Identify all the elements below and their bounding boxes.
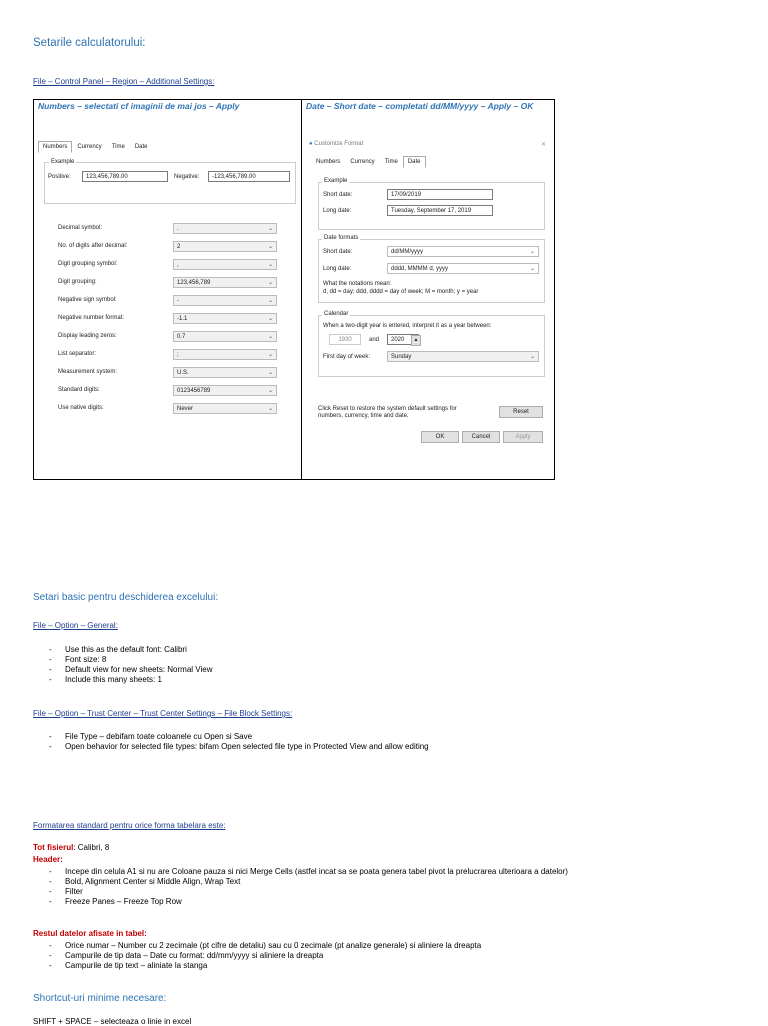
notation-title: What the notations mean: xyxy=(323,281,392,287)
example-group xyxy=(44,162,296,204)
settings-table xyxy=(33,99,555,480)
negative-label: Negative: xyxy=(174,174,200,180)
chevron-down-icon: ⌄ xyxy=(267,370,273,376)
list-item: - Orice numar – Number cu 2 zecimale (pt cifre de detaliu) sau cu 0 zecimale (pt analize generale) si aliniere la dreapta xyxy=(33,941,481,951)
numbers-settings-panel xyxy=(38,138,278,438)
header-rules-list xyxy=(33,867,568,907)
setting-select[interactable] xyxy=(173,331,277,342)
short-date-example: 17/09/2019 xyxy=(387,189,493,200)
dialog-title: ● Customize Format xyxy=(309,141,364,147)
setting-value: , xyxy=(177,262,179,268)
setting-label: Standard digits: xyxy=(58,387,100,393)
and-label: and xyxy=(369,337,380,343)
chevron-down-icon: ⌄ xyxy=(267,406,273,412)
setting-value: -1.1 xyxy=(177,316,188,322)
short-format-label: Short date: xyxy=(323,249,353,255)
setting-select[interactable] xyxy=(173,313,277,324)
setting-label: Digit grouping: xyxy=(58,279,97,285)
cancel-button[interactable]: Cancel xyxy=(462,431,500,443)
setting-label: Negative sign symbol: xyxy=(58,297,117,303)
year-spinner-icon[interactable]: ▲ xyxy=(411,335,421,346)
tab-numbers[interactable]: Numbers xyxy=(38,141,72,153)
setting-value: 2 xyxy=(177,244,181,250)
chevron-down-icon: ⌄ xyxy=(267,280,273,286)
list-item: - Filter xyxy=(33,887,568,897)
first-day-label: First day of week: xyxy=(323,354,371,360)
header-label: Header: xyxy=(33,855,63,864)
first-day-select[interactable]: Sunday ⌄ xyxy=(387,351,539,362)
whole-file-label: Tot fisierul xyxy=(33,843,74,852)
short-date-format-select[interactable]: dd/MM/yyyy ⌄ xyxy=(387,246,539,257)
setting-select[interactable] xyxy=(173,349,277,360)
page-title: Setarile calculatorului: xyxy=(33,37,146,49)
setting-select[interactable] xyxy=(173,295,277,306)
chevron-down-icon: ⌄ xyxy=(267,316,273,322)
shortcut-line: SHIFT + SPACE – selecteaza o linie in excel xyxy=(33,1017,192,1026)
list-item: - Bold, Alignment Center si Middle Align, Wrap Text xyxy=(33,877,568,887)
date-column-header: Date – Short date – completati dd/MM/yyyy – Apply – OK xyxy=(306,101,534,111)
tab-currency[interactable]: Currency xyxy=(350,159,375,165)
setting-value: U.S. xyxy=(177,370,189,376)
setting-select[interactable] xyxy=(173,241,277,252)
long-date-example: Tuesday, September 17, 2019 xyxy=(387,205,493,216)
date-formats-legend: Date formats xyxy=(324,235,359,241)
long-format-label: Long date: xyxy=(323,266,352,272)
setting-value: ; xyxy=(177,352,179,358)
numbers-tabs xyxy=(38,141,153,153)
short-date-label: Short date: xyxy=(323,192,353,198)
shortcuts-title: Shortcut-uri minime necesare: xyxy=(33,993,167,1004)
list-item: - Campurile de tip data – Date cu format: dd/mm/yyyy si aliniere la dreapta xyxy=(33,951,481,961)
chevron-down-icon: ⌄ xyxy=(267,334,273,340)
whole-file-line xyxy=(33,843,109,852)
long-date-format-select[interactable]: dddd, MMMM d, yyyy ⌄ xyxy=(387,263,539,274)
trust-center-link[interactable]: File – Option – Trust Center – Trust Center Settings – File Block Settings: xyxy=(33,709,293,718)
reset-text: Click Reset to restore the system default settings for numbers, currency, time and date. xyxy=(318,406,457,419)
chevron-down-icon: ⌄ xyxy=(267,226,273,232)
general-options-list xyxy=(33,645,212,685)
chevron-down-icon: ⌄ xyxy=(267,262,273,268)
setting-select[interactable] xyxy=(173,385,277,396)
setting-label: Use native digits: xyxy=(58,405,104,411)
close-icon[interactable]: ✕ xyxy=(541,142,547,148)
setting-select[interactable] xyxy=(173,259,277,270)
whole-file-value: : Calibri, 8 xyxy=(73,843,110,852)
ok-button[interactable]: OK xyxy=(421,431,459,443)
setting-value: 0123456789 xyxy=(177,388,211,394)
setting-select[interactable] xyxy=(173,277,277,288)
chevron-down-icon: ⌄ xyxy=(267,388,273,394)
notation-text: d, dd = day; ddd, dddd = day of week; M = month; y = year xyxy=(323,289,479,295)
list-item: - Open behavior for selected file types: bifam Open selected file type in Protected View and allow editing xyxy=(33,742,429,752)
example-legend: Example xyxy=(51,159,75,165)
list-item: - Incepe din celula A1 si nu are Coloane pauza si nici Merge Cells (astfel incat sa se poata genera tabel pivot la prelucrarea ulterioara a datelor) xyxy=(33,867,568,877)
negative-example-field: -123,456,789.00 xyxy=(208,171,290,182)
setting-value: - xyxy=(177,298,179,304)
chevron-down-icon: ⌄ xyxy=(267,298,273,304)
setting-value: 0.7 xyxy=(177,334,186,340)
year-to-field[interactable]: 2020 xyxy=(387,334,419,345)
reset-button[interactable]: Reset xyxy=(499,406,543,418)
chevron-down-icon: ⌄ xyxy=(267,352,273,358)
list-item: - Default view for new sheets: Normal View xyxy=(33,665,212,675)
setting-label: List separator: xyxy=(58,351,97,357)
date-tabs xyxy=(311,156,426,168)
tab-time[interactable]: Time xyxy=(111,144,125,150)
setting-select[interactable] xyxy=(173,403,277,414)
setting-select[interactable] xyxy=(173,367,277,378)
positive-label: Positive: xyxy=(48,174,71,180)
list-item: - File Type – debifam toate coloanele cu Open si Save xyxy=(33,732,429,742)
numbers-column-header: Numbers – selectati cf imaginii de mai jos – Apply xyxy=(38,101,240,111)
rest-label: Restul datelor afisate in tabel: xyxy=(33,929,147,938)
setting-label: Negative number format: xyxy=(58,315,125,321)
setting-select[interactable] xyxy=(173,223,277,234)
setting-label: Decimal symbol: xyxy=(58,225,103,231)
tab-date[interactable]: Date xyxy=(134,144,148,150)
positive-example-field: 123,456,789.00 xyxy=(82,171,168,182)
list-item: - Campurile de tip text – aliniate la stanga xyxy=(33,961,481,971)
list-item: - Font size: 8 xyxy=(33,655,212,665)
globe-icon: ● xyxy=(309,141,313,147)
tab-numbers[interactable]: Numbers xyxy=(316,159,341,165)
rest-rules-list xyxy=(33,941,481,971)
general-options-link[interactable]: File – Option – General: xyxy=(33,621,118,630)
trust-center-list xyxy=(33,732,429,752)
setting-label: Measurement system: xyxy=(58,369,118,375)
customize-format-dialog xyxy=(309,138,549,444)
chevron-down-icon: ⌄ xyxy=(267,244,273,250)
setting-value: 123,456,789 xyxy=(177,280,211,286)
section-link-control-panel[interactable]: File – Control Panel – Region – Additional Settings: xyxy=(33,77,215,86)
setting-value: . xyxy=(177,226,179,232)
calendar-legend: Calendar xyxy=(324,311,349,317)
list-item: - Freeze Panes – Freeze Top Row xyxy=(33,897,568,907)
list-item: - Use this as the default font: Calibri xyxy=(33,645,212,655)
setting-label: No. of digits after decimal: xyxy=(58,243,128,249)
calendar-text: When a two-digit year is entered, interpret it as a year between: xyxy=(323,323,492,329)
excel-settings-title: Setari basic pentru deschiderea excelului: xyxy=(33,592,219,603)
setting-label: Display leading zeros: xyxy=(58,333,117,339)
apply-button[interactable]: Apply xyxy=(503,431,543,443)
year-from-field: 1930 xyxy=(329,334,361,345)
date-example-legend: Example xyxy=(324,178,348,184)
standard-format-link[interactable]: Formatarea standard pentru orice forma tabelara este: xyxy=(33,821,226,830)
setting-label: Digit grouping symbol: xyxy=(58,261,118,267)
tab-date[interactable]: Date xyxy=(403,156,426,168)
tab-currency[interactable]: Currency xyxy=(77,144,102,150)
list-item: - Include this many sheets: 1 xyxy=(33,675,212,685)
tab-time[interactable]: Time xyxy=(384,159,398,165)
long-date-label: Long date: xyxy=(323,208,352,214)
setting-value: Never xyxy=(177,406,194,412)
